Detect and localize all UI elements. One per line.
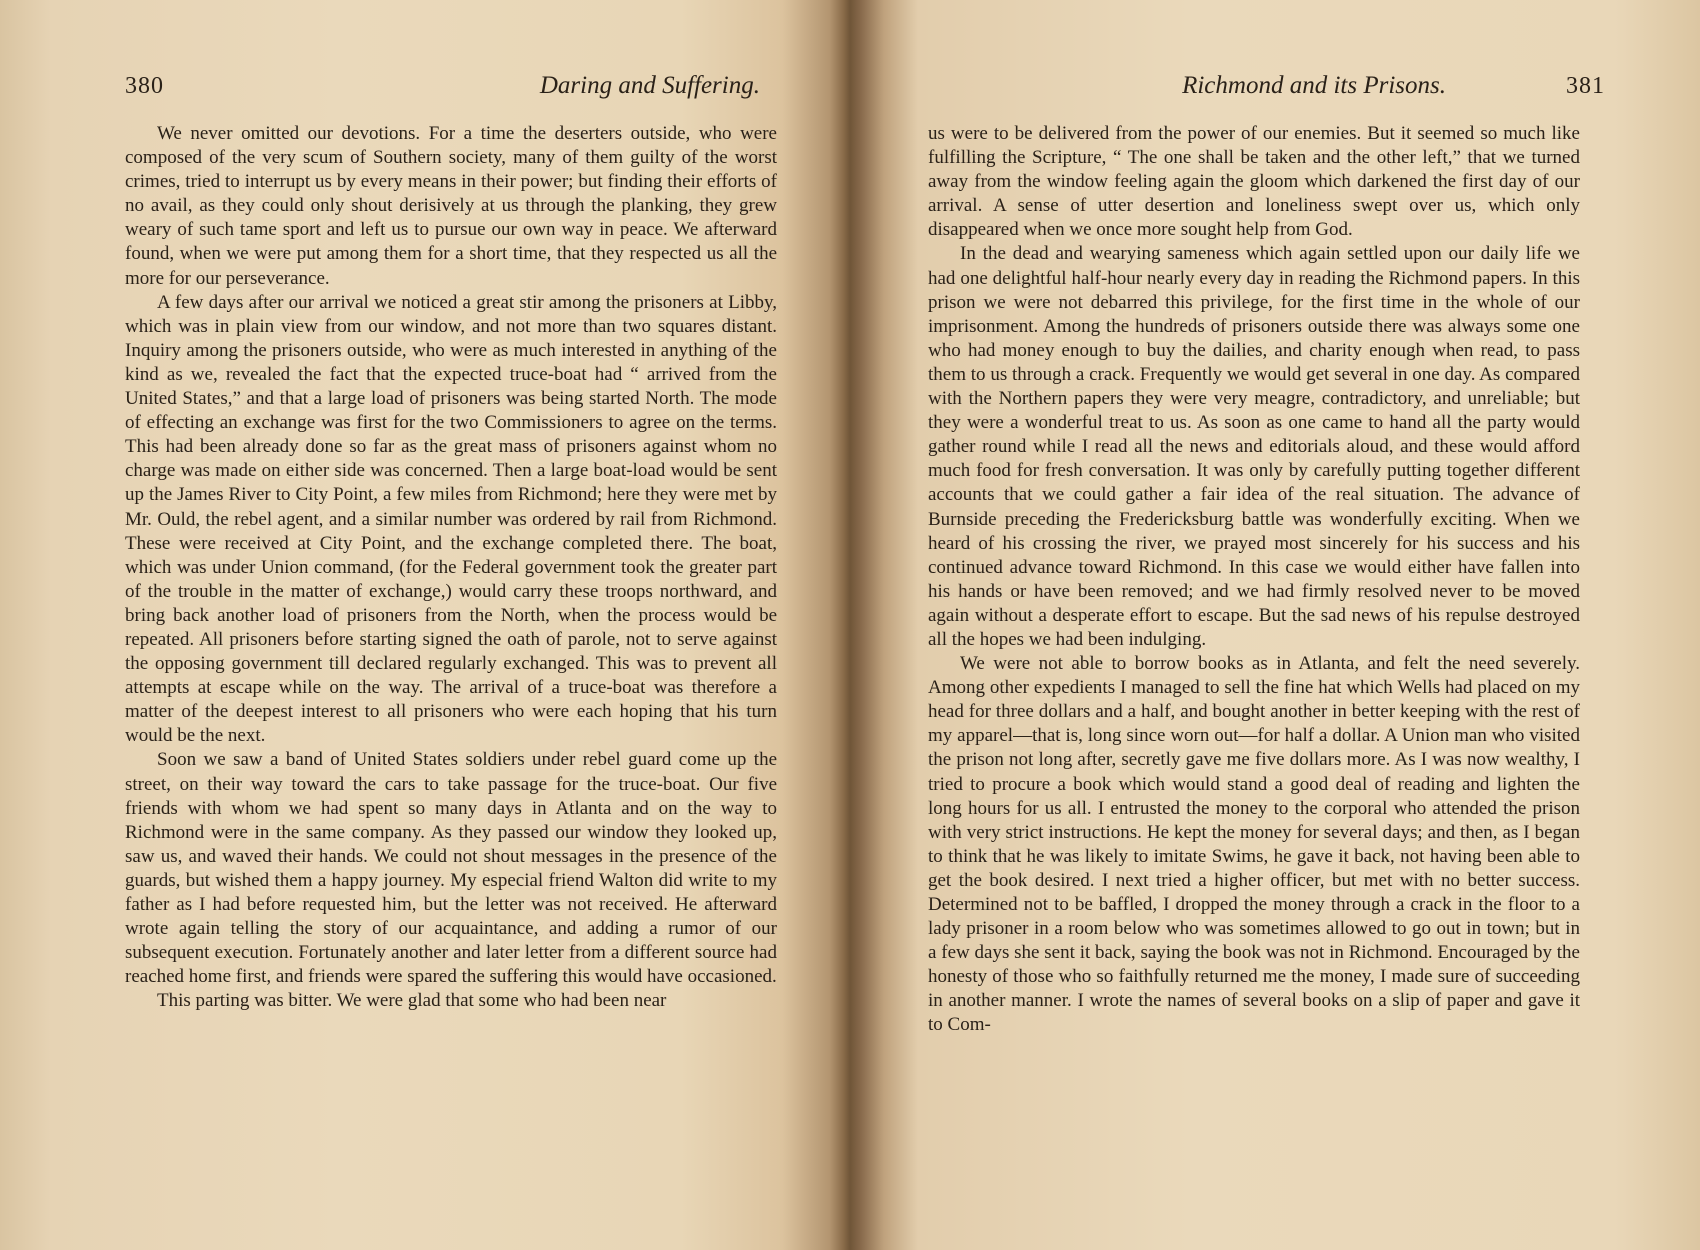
paragraph: We never omitted our devotions. For a time the deserters outside, who were composed of the very scum of Southern society, many of them guilty of the worst crimes, tried to interrupt us by every means in their power; but finding their efforts of no avail, as they could only shout derisively at us through the planking, they grew weary of such tame sport and left us to pursue our own way in peace. We afterward found, when we were put among them for a short time, that they respected us all the more for our perseverance.: [125, 123, 777, 289]
running-head: Daring and Suffering.: [539, 72, 760, 99]
left-page-body: [125, 122, 777, 1013]
paragraph: In the dead and wearying sameness which again settled upon our daily life we had one delightful half-hour nearly every day in reading the Richmond papers. In this prison we were not debarred this privilege, for the first time in the whole of our imprisonment. Among the hundreds of prisoners outside there was always some one who had money enough to buy the dailies, and charity enough when read, to pass them to us through a crack. Frequently we would get several in one day. As compared with the Northern papers they were very meagre, contradictory, and unreliable; but they were a wonderful treat to us. As soon as one came to hand all the party would gather round while I read all the news and editorials aloud, and these would afford much food for fresh conversation. It was only by carefully putting together different accounts that we could gather a fair idea of the real situation. The advance of Burnside preceding the Fredericksburg battle was wonderfully exciting. When we heard of his crossing the river, we prayed most sincerely for his success and his continued advance toward Richmond. In this case we would either have fallen into his hands or have been removed; and we had firmly resolved never to be moved again without a desperate effort to escape. But the sad news of his repulse destroyed all the hopes we had been indulging.: [928, 243, 1580, 650]
paragraph: This parting was bitter. We were glad that some who had been near: [157, 990, 667, 1012]
page-number: 380: [125, 73, 164, 99]
left-page-header: [125, 72, 780, 112]
page-number: 381: [1566, 73, 1605, 99]
right-page-header: [1040, 72, 1605, 112]
paragraph: us were to be delivered from the power of our enemies. But it seemed so much like fulfilling the Scripture, “ The one shall be taken and the other left,” that we turned away from the window feeling again the gloom which darkened the first day of our arrival. A sense of utter desertion and loneliness swept over us, which only disappeared when we once more sought help from God.: [928, 123, 1580, 241]
paragraph: Soon we saw a band of United States soldiers under rebel guard come up the street, on their way toward the cars to take passage for the truce-boat. Our five friends with whom we had spent so many days in Atlanta and on the way to Richmond were in the same company. As they passed our window they looked up, saw us, and waved their hands. We could not shout messages in the presence of the guards, but wished them a happy journey. My especial friend Walton did write to my father as I had before requested him, but the letter was not received. He afterward wrote again telling the story of our acquaintance, and adding a rumor of our subsequent execution. Fortunately another and later letter from a different source had reached home first, and friends were spared the suffering this would have occasioned.: [125, 749, 777, 988]
right-page-body: [928, 122, 1580, 1038]
running-head: Richmond and its Prisons.: [1182, 72, 1446, 99]
paragraph: A few days after our arrival we noticed a great stir among the prisoners at Libby, which was in plain view from our window, and not more than two squares distant. Inquiry among the prisoners outside, who were as much interested in anything of the kind as we, revealed the fact that the expected truce-boat had “ arrived from the United States,” and that a large load of prisoners was being started North. The mode of effecting an exchange was first for the two Commissioners to agree on the terms. This had been already done so far as the great mass of prisoners against whom no charge was made on either side was concerned. Then a large boat-load would be sent up the James River to City Point, a few miles from Richmond; here they were met by Mr. Ould, the rebel agent, and a similar number was ordered by rail from Richmond. These were received at City Point, and the exchange completed there. The boat, which was under Union command, (for the Federal government took the greater part of the trouble in the matter of exchange,) would carry these troops northward, and bring back another load of prisoners from the North, when the process would be repeated. All prisoners before starting signed the oath of parole, not to serve against the opposing government till declared regularly exchanged. This was to prevent all attempts at escape while on the way. The arrival of a truce-boat was therefore a matter of the deepest interest to all prisoners who were each hoping that his turn would be the next.: [125, 291, 777, 747]
right-page: [850, 0, 1700, 1250]
paragraph: We were not able to borrow books as in Atlanta, and felt the need severely. Among other expedients I managed to sell the fine hat which Wells had placed on my head for three dollars and a half, and bought another in better keeping with the rest of my apparel—that is, long since worn out—for half a dollar. A Union man who visited the prison not long after, secretly gave me five dollars more. As I was now wealthy, I tried to procure a book which would stand a good deal of reading and lighten the long hours for us all. I entrusted the money to the corporal who attended the prison with very strict instructions. He kept the money for several days; and then, as I began to think that he was likely to imitate Swims, he gave it back, not having been able to get the book desired. I next tried a higher officer, but met with no better success. Determined not to be baffled, I dropped the money through a crack in the floor to a lady prisoner in a room below who was sometimes allowed to go out in town; but in a few days she sent it back, saying the book was not in Richmond. Encouraged by the honesty of those who so faithfully returned me the money, I made sure of succeeding in another manner. I wrote the names of several books on a slip of paper and gave it to Com-: [928, 653, 1580, 1036]
